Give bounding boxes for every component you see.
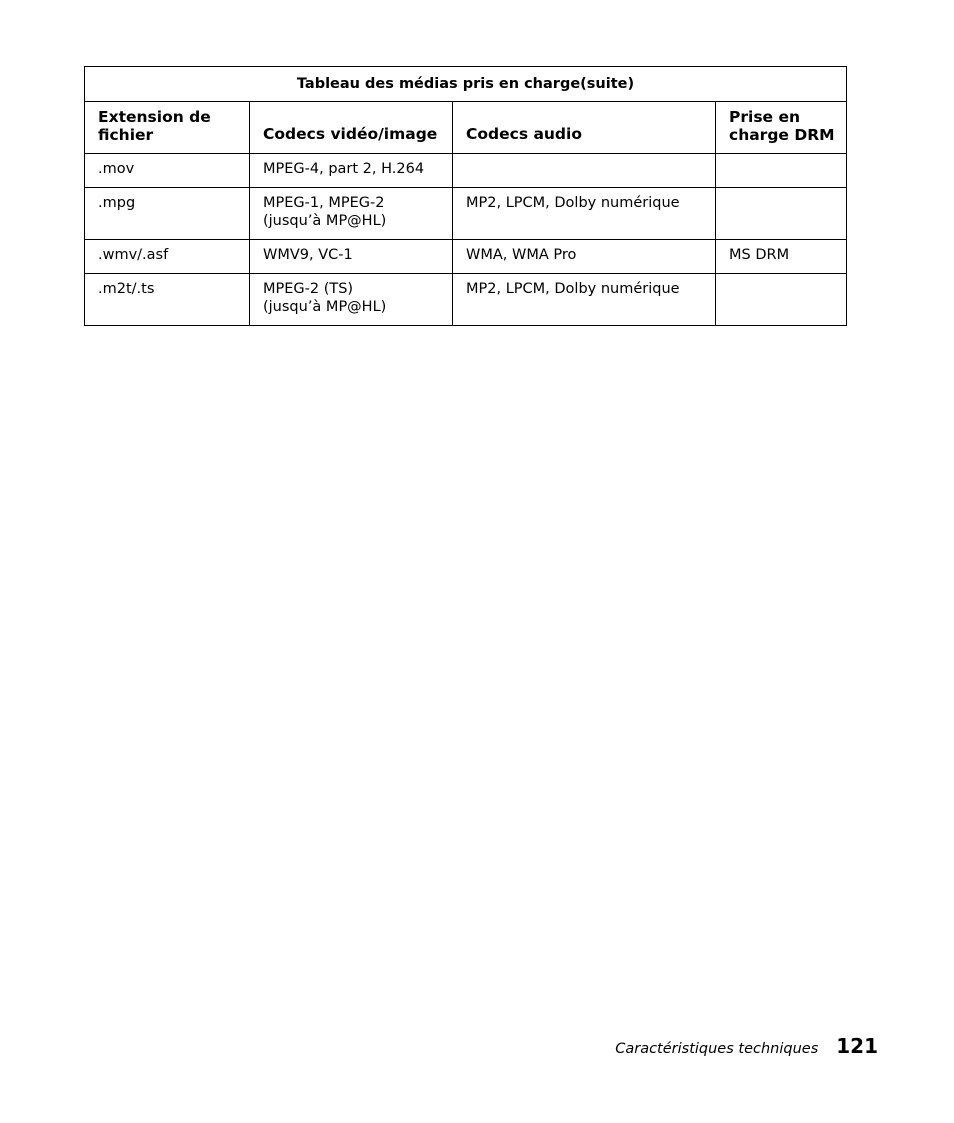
header-line: Extension de	[98, 108, 211, 126]
page-number: 121	[836, 1034, 878, 1058]
header-video-codecs	[250, 102, 453, 154]
cell-audio-codecs	[453, 188, 716, 240]
cell-drm	[716, 274, 847, 326]
header-line: Codecs vidéo/image	[263, 125, 438, 143]
table-title: Tableau des médias pris en charge(suite)	[85, 67, 847, 102]
header-audio-codecs	[453, 102, 716, 154]
header-line: charge DRM	[729, 126, 835, 144]
cell-drm	[716, 188, 847, 240]
cell-line: WMA, WMA Pro	[466, 247, 577, 263]
table-header-row	[85, 102, 847, 154]
cell-video-codecs	[250, 240, 453, 274]
cell-extension	[85, 154, 250, 188]
table-row	[85, 240, 847, 274]
header-line: Codecs audio	[466, 125, 582, 143]
page-footer	[615, 1034, 878, 1058]
table-row	[85, 154, 847, 188]
cell-extension	[85, 274, 250, 326]
cell-line: .m2t/.ts	[98, 281, 155, 297]
cell-line: (jusqu’à MP@HL)	[263, 299, 387, 315]
cell-line: WMV9, VC-1	[263, 247, 353, 263]
table-title-row	[85, 67, 847, 102]
cell-line: (jusqu’à MP@HL)	[263, 213, 387, 229]
header-drm-support	[716, 102, 847, 154]
cell-video-codecs	[250, 274, 453, 326]
header-file-extension	[85, 102, 250, 154]
header-line: Prise en	[729, 108, 800, 126]
cell-line: MPEG-4, part 2, H.264	[263, 161, 425, 177]
cell-drm	[716, 154, 847, 188]
cell-line: .mpg	[98, 195, 136, 211]
media-support-table	[84, 66, 847, 326]
table-row	[85, 274, 847, 326]
cell-audio-codecs	[453, 274, 716, 326]
cell-video-codecs	[250, 154, 453, 188]
cell-line: .mov	[98, 161, 135, 177]
cell-audio-codecs	[453, 240, 716, 274]
cell-line: MPEG-2 (TS)	[263, 281, 354, 297]
cell-video-codecs	[250, 188, 453, 240]
table-row	[85, 188, 847, 240]
cell-line: MS DRM	[729, 247, 790, 263]
cell-extension	[85, 240, 250, 274]
header-line: fichier	[98, 126, 154, 144]
footer-section-title: Caractéristiques techniques	[615, 1041, 819, 1057]
cell-line: .wmv/.asf	[98, 247, 169, 263]
cell-audio-codecs	[453, 154, 716, 188]
cell-line: MP2, LPCM, Dolby numérique	[466, 195, 680, 211]
cell-line: MPEG-1, MPEG-2	[263, 195, 385, 211]
cell-line: MP2, LPCM, Dolby numérique	[466, 281, 680, 297]
cell-extension	[85, 188, 250, 240]
cell-drm	[716, 240, 847, 274]
